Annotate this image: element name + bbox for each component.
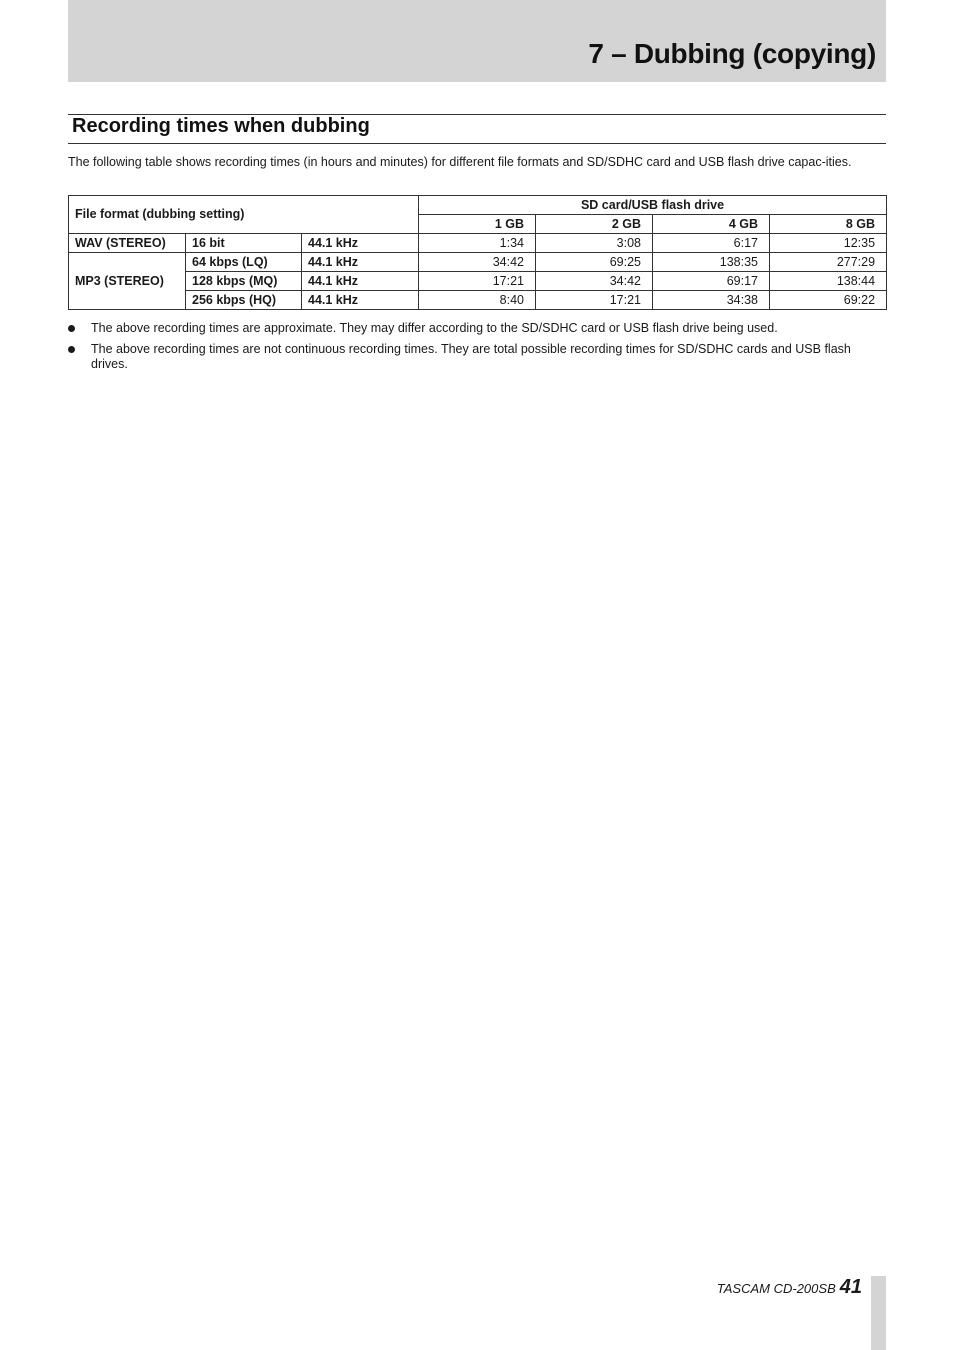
time-cell: 138:35: [653, 253, 770, 272]
header-band: [68, 0, 886, 82]
list-item: [68, 321, 886, 336]
table-header-row: [69, 196, 887, 215]
table-row: [69, 291, 887, 310]
setting-cell: 16 bit: [186, 234, 302, 253]
note-text: The above recording times are approximate. They may differ according to the SD/SDHC card or USB flash drive being used.: [91, 321, 778, 335]
format-cell: MP3 (STEREO): [69, 253, 186, 310]
file-format-header: File format (dubbing setting): [69, 196, 419, 234]
format-cell: WAV (STEREO): [69, 234, 186, 253]
table-row: [69, 234, 887, 253]
rate-cell: 44.1 kHz: [302, 253, 419, 272]
capacity-header: 2 GB: [536, 215, 653, 234]
table-row: [69, 253, 887, 272]
section-rule-bottom: [68, 143, 886, 144]
page-footer: [717, 1276, 862, 1299]
list-item: [68, 342, 886, 372]
intro-paragraph: The following table shows recording times (in hours and minutes) for different file formats and SD/SDHC card and USB flash drive capac-ities.: [68, 155, 852, 169]
bullet-icon: [68, 346, 75, 353]
time-cell: 17:21: [536, 291, 653, 310]
time-cell: 1:34: [419, 234, 536, 253]
time-cell: 69:25: [536, 253, 653, 272]
time-cell: 69:22: [770, 291, 887, 310]
capacity-header: 4 GB: [653, 215, 770, 234]
capacity-header: 8 GB: [770, 215, 887, 234]
table-row: [69, 272, 887, 291]
time-cell: 8:40: [419, 291, 536, 310]
media-header: SD card/USB flash drive: [419, 196, 887, 215]
product-name: TASCAM CD-200SB: [716, 1281, 836, 1296]
time-cell: 17:21: [419, 272, 536, 291]
time-cell: 34:38: [653, 291, 770, 310]
capacity-header: 1 GB: [419, 215, 536, 234]
time-cell: 277:29: [770, 253, 887, 272]
section-title: Recording times when dubbing: [72, 115, 370, 137]
page-number: 41: [839, 1276, 862, 1298]
time-cell: 34:42: [536, 272, 653, 291]
setting-cell: 64 kbps (LQ): [186, 253, 302, 272]
note-text: The above recording times are not continuous recording times. They are total possible recording times for SD/SDHC cards and USB flash drives.: [91, 342, 851, 371]
recording-times-table: [68, 195, 887, 310]
notes-list: [68, 321, 886, 378]
setting-cell: 256 kbps (HQ): [186, 291, 302, 310]
rate-cell: 44.1 kHz: [302, 272, 419, 291]
rate-cell: 44.1 kHz: [302, 234, 419, 253]
time-cell: 6:17: [653, 234, 770, 253]
footer-tab: [871, 1276, 886, 1350]
time-cell: 69:17: [653, 272, 770, 291]
time-cell: 138:44: [770, 272, 887, 291]
time-cell: 34:42: [419, 253, 536, 272]
setting-cell: 128 kbps (MQ): [186, 272, 302, 291]
bullet-icon: [68, 325, 75, 332]
time-cell: 12:35: [770, 234, 887, 253]
time-cell: 3:08: [536, 234, 653, 253]
rate-cell: 44.1 kHz: [302, 291, 419, 310]
chapter-title: 7 – Dubbing (copying): [588, 38, 876, 69]
